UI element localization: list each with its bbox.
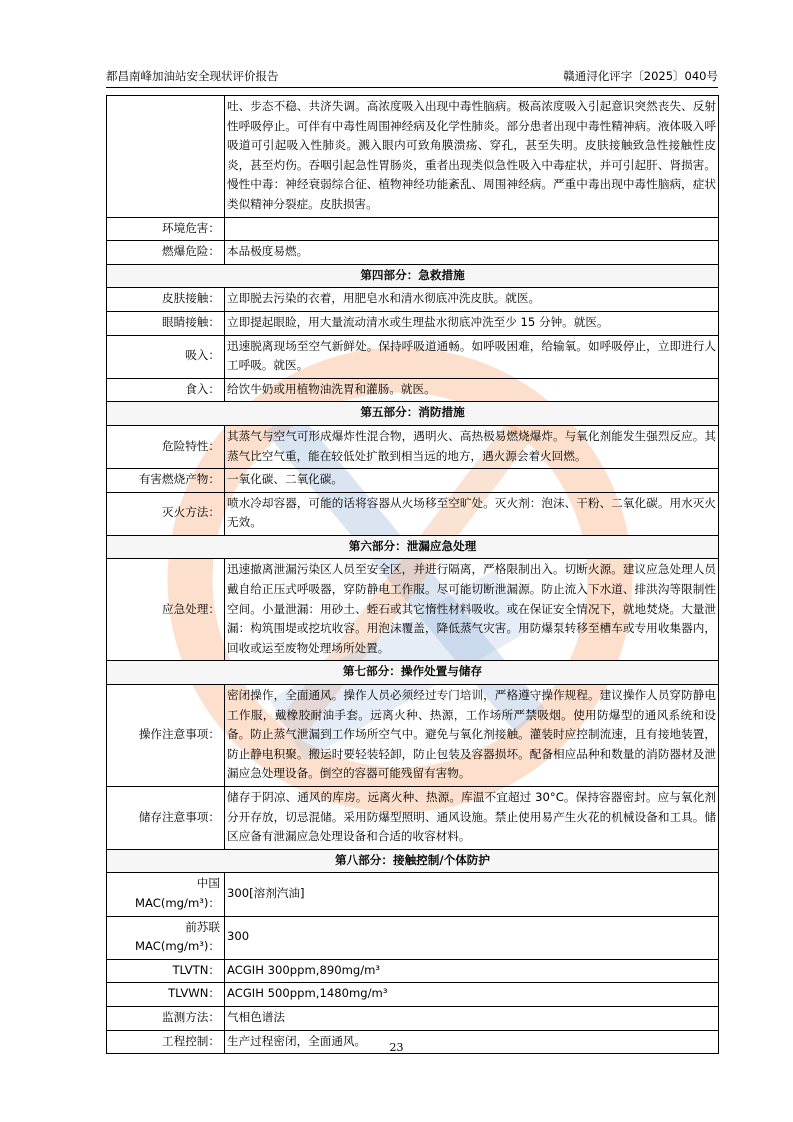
section-header-row — [107, 849, 719, 873]
row-label: 应急处理： — [107, 559, 225, 661]
row-content: 其蒸气与空气可形成爆炸性混合物，遇明火、高热极易燃烧爆炸。与氧化剂能发生强烈反应。其蒸气比空气重，能在较低处扩散到相当远的地方，遇火源会着火回燃。 — [225, 425, 719, 468]
row-content: 储存于阴凉、通风的库房。远离火种、热源。库温不宜超过 30°C。保持容器密封。应与氧化剂分开存放，切忌混储。采用防爆型照明、通风设施。禁止使用易产生火花的机械设备和工具。储区应备有泄漏应急处理设备和合适的收容材料。 — [225, 787, 719, 850]
table-row — [107, 469, 719, 493]
table-row — [107, 983, 719, 1007]
row-label — [107, 96, 225, 218]
msds-table — [106, 95, 719, 1054]
row-label: 吸入： — [107, 335, 225, 378]
section-title: 第八部分：接触控制/个体防护 — [107, 849, 719, 873]
row-label: 工程控制： — [107, 1030, 225, 1054]
row-content: 300 — [225, 916, 719, 959]
header-rule — [106, 87, 718, 88]
row-content: 气相色谱法 — [225, 1006, 719, 1030]
row-label: 灭火方法： — [107, 492, 225, 535]
row-content: 迅速脱离现场至空气新鲜处。保持呼吸道通畅。如呼吸困难，给输氧。如呼吸停止，立即进行人工呼吸。就医。 — [225, 335, 719, 378]
table-row — [107, 1006, 719, 1030]
section-title: 第五部分：消防措施 — [107, 402, 719, 426]
row-content: ACGIH 500ppm,1480mg/m³ — [225, 983, 719, 1007]
section-header-row — [107, 264, 719, 288]
table-row — [107, 241, 719, 265]
section-header-row — [107, 661, 719, 685]
table-row — [107, 492, 719, 535]
table-row — [107, 217, 719, 241]
row-content: 喷水冷却容器，可能的话将容器从火场移至空旷处。灭火剂：泡沫、干粉、二氧化碳。用水灭火无效。 — [225, 492, 719, 535]
section-header-row — [107, 535, 719, 559]
row-label: 有害燃烧产物： — [107, 469, 225, 493]
row-label: 前苏联MAC(mg/m³)： — [107, 916, 225, 959]
row-content: 立即提起眼睑，用大量流动清水或生理盐水彻底冲洗至少 15 分钟。就医。 — [225, 311, 719, 335]
row-label: 操作注意事项： — [107, 685, 225, 787]
row-label: 中国 MAC(mg/m³)： — [107, 873, 225, 916]
row-content: 迅速撤离泄漏污染区人员至安全区，并进行隔离，严格限制出入。切断火源。建议应急处理人员戴自给正压式呼吸器，穿防静电工作服。尽可能切断泄漏源。防止流入下水道、排洪沟等限制性空间。小量泄漏：用砂土、蛭石或其它惰性材料吸收。或在保证安全情况下，就地焚烧。大量泄漏：构筑围堤或挖坑收容。用泡沫覆盖，降低蒸气灾害。用防爆泵转移至槽车或专用收集器内，回收或运至废物处理场所处置。 — [225, 559, 719, 661]
page-header — [106, 68, 718, 84]
row-label: TLVWN： — [107, 983, 225, 1007]
row-content: 吐、步态不稳、共济失调。高浓度吸入出现中毒性脑病。极高浓度吸入引起意识突然丧失、反射性呼吸停止。可伴有中毒性周围神经病及化学性肺炎。部分患者出现中毒性精神病。液体吸入呼吸道可引起吸入性肺炎。溅入眼内可致角膜溃疡、穿孔，甚至失明。皮肤接触致急性接触性皮炎，甚至灼伤。吞咽引起急性胃肠炎，重者出现类似急性吸入中毒症状，并可引起肝、肾损害。慢性中毒：神经衰弱综合征、植物神经功能紊乱、周围神经病。严重中毒出现中毒性脑病，症状类似精神分裂症。皮肤损害。 — [225, 96, 719, 218]
row-label: 危险特性： — [107, 425, 225, 468]
page-number: 23 — [389, 1041, 404, 1054]
row-label: 燃爆危险： — [107, 241, 225, 265]
row-content — [225, 217, 719, 241]
section-header-row — [107, 402, 719, 426]
section-title: 第六部分：泄漏应急处理 — [107, 535, 719, 559]
row-label: 监测方法： — [107, 1006, 225, 1030]
row-content: 密闭操作，全面通风。操作人员必须经过专门培训，严格遵守操作规程。建议操作人员穿防静电工作服，戴橡胶耐油手套。远离火种、热源，工作场所严禁吸烟。使用防爆型的通风系统和设备。防止蒸气泄漏到工作场所空气中。避免与氧化剂接触。灌装时应控制流速，且有接地装置，防止静电积聚。搬运时要轻装轻卸，防止包装及容器损坏。配备相应品种和数量的消防器材及泄漏应急处理设备。倒空的容器可能残留有害物。 — [225, 685, 719, 787]
table-row — [107, 335, 719, 378]
row-label: 眼睛接触： — [107, 311, 225, 335]
table-row — [107, 378, 719, 402]
table-row — [107, 311, 719, 335]
row-content: 本品极度易燃。 — [225, 241, 719, 265]
row-content: 给饮牛奶或用植物油洗胃和灌肠。就医。 — [225, 378, 719, 402]
row-content: 300[溶剂汽油] — [225, 873, 719, 916]
section-title: 第四部分：急救措施 — [107, 264, 719, 288]
row-content: 立即脱去污染的衣着，用肥皂水和清水彻底冲洗皮肤。就医。 — [225, 288, 719, 312]
table-row — [107, 685, 719, 787]
table-row — [107, 873, 719, 916]
row-label: TLVTN： — [107, 959, 225, 983]
table-row — [107, 96, 719, 218]
row-label: 食入： — [107, 378, 225, 402]
table-row — [107, 559, 719, 661]
row-content: ACGIH 300ppm,890mg/m³ — [225, 959, 719, 983]
table-row — [107, 916, 719, 959]
row-label: 环境危害： — [107, 217, 225, 241]
header-doc-number: 赣通浔化评字〔2025〕040号 — [563, 69, 718, 83]
row-content: 一氧化碳、二氧化碳。 — [225, 469, 719, 493]
table-row — [107, 425, 719, 468]
table-row — [107, 288, 719, 312]
table-row — [107, 787, 719, 850]
row-label: 储存注意事项： — [107, 787, 225, 850]
section-title: 第七部分：操作处置与储存 — [107, 661, 719, 685]
table-row — [107, 959, 719, 983]
header-title: 都昌南峰加油站安全现状评价报告 — [106, 69, 279, 83]
row-content: 生产过程密闭，全面通风。 — [225, 1030, 719, 1054]
row-label: 皮肤接触： — [107, 288, 225, 312]
